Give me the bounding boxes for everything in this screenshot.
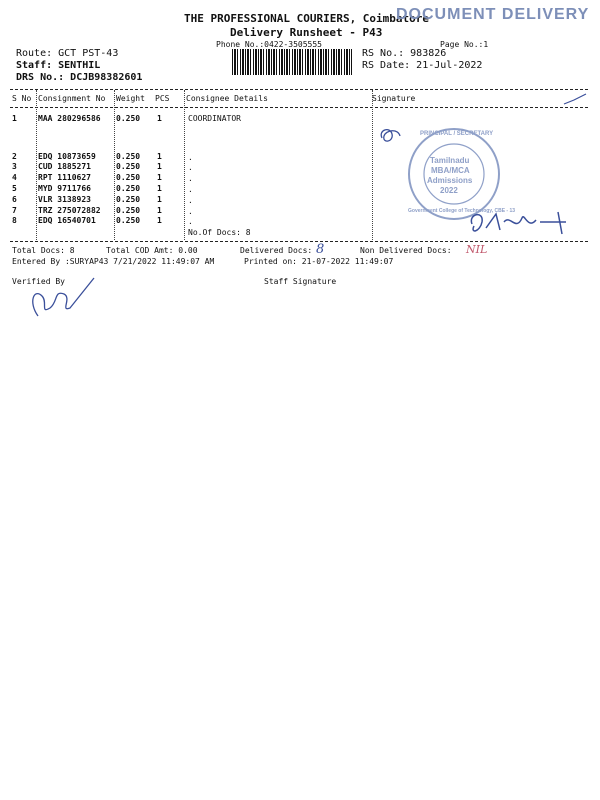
total-docs: Total Docs: 8 (12, 246, 75, 255)
table-row-1-sno: 1 (12, 114, 17, 123)
seal-line-2: MBA/MCA (431, 166, 470, 175)
table-row-2-pcs: 1 (157, 152, 162, 161)
signature-icon (466, 204, 586, 244)
signature-scribble-icon (376, 124, 406, 148)
table-row-4-sno: 4 (12, 173, 17, 182)
table-row-3-consignee: . (188, 163, 193, 172)
verified-by-label: Verified By (12, 277, 65, 286)
verified-signature-icon (24, 272, 114, 322)
col-header-consignee: Consignee Details (186, 94, 268, 103)
table-row-4-weight: 0.250 (116, 173, 141, 182)
table-row-3-pcs: 1 (157, 162, 162, 171)
table-row-6-consignment: VLR 3138923 (38, 195, 91, 204)
table-row-1-consignment: MAA 280296586 (38, 114, 101, 123)
table-row-3-weight: 0.250 (116, 162, 141, 171)
col-sep-4 (372, 90, 373, 240)
table-row-8-sno: 8 (12, 216, 17, 225)
entered-by: Entered By :SURYAP43 7/21/2022 11:49:07 AM (12, 257, 215, 266)
route: Route: GCT PST-43 (16, 48, 119, 59)
header-top-rule (10, 89, 588, 90)
table-row-2-weight: 0.250 (116, 152, 141, 161)
staff-signature-label: Staff Signature (264, 277, 337, 286)
document-delivery-stamp: DOCUMENT DELIVERY (396, 6, 590, 23)
table-row-3-sno: 3 (12, 162, 17, 171)
table-row-7-pcs: 1 (157, 206, 162, 215)
table-row-3-consignment: CUD 1885271 (38, 162, 91, 171)
col-header-consignment: Consignment No (38, 94, 106, 103)
drs-number: DRS No.: DCJB98382601 (16, 72, 143, 83)
no-of-docs: No.Of Docs: 8 (188, 228, 251, 237)
table-row-1-pcs: 1 (157, 114, 162, 123)
table-row-4-pcs: 1 (157, 173, 162, 182)
table-row-4-consignment: RPT 1110627 (38, 173, 91, 182)
non-delivered-docs-label: Non Delivered Docs: (360, 246, 452, 255)
phone-number: Phone No.:0422-3505555 (216, 40, 322, 49)
table-row-6-pcs: 1 (157, 195, 162, 204)
seal-line-4: 2022 (440, 186, 458, 195)
delivered-docs-label: Delivered Docs: (240, 246, 313, 255)
table-row-5-weight: 0.250 (116, 184, 141, 193)
table-row-4-consignee: . (188, 174, 193, 183)
page-title: Delivery Runsheet - P43 (230, 26, 383, 39)
table-row-6-sno: 6 (12, 195, 17, 204)
col-header-sno: S No (12, 94, 32, 103)
col-header-pcs: PCS (155, 94, 170, 103)
table-row-6-weight: 0.250 (116, 195, 141, 204)
col-header-signature: Signature (372, 94, 416, 103)
rs-number: RS No.: 983826 (362, 48, 447, 59)
page-number: Page No.:1 (440, 40, 489, 49)
non-delivered-handwritten: NIL (466, 243, 488, 256)
barcode (232, 49, 352, 75)
table-row-2-consignee: . (188, 153, 193, 162)
table-row-1-weight: 0.250 (116, 114, 141, 123)
col-sep-1 (36, 90, 37, 240)
table-row-5-sno: 5 (12, 184, 17, 193)
seal-bottom-arc: Government College of Technology, CBE - 13 (408, 208, 516, 214)
seal-line-1: Tamilnadu (430, 156, 470, 165)
table-row-5-consignee: . (188, 185, 193, 194)
footer-top-rule (10, 241, 588, 242)
company-name: THE PROFESSIONAL COURIERS, Coimbatore (184, 12, 430, 25)
table-row-7-sno: 7 (12, 206, 17, 215)
table-row-1-consignee: COORDINATOR (188, 114, 241, 123)
tick-mark-icon (560, 88, 590, 112)
table-row-8-weight: 0.250 (116, 216, 141, 225)
seal-line-3: Admissions (427, 176, 473, 185)
total-cod-amount: Total COD Amt: 0.00 (106, 246, 198, 255)
table-row-7-weight: 0.250 (116, 206, 141, 215)
table-row-5-consignment: MYD 9711766 (38, 184, 91, 193)
staff-name: Staff: SENTHIL (16, 60, 101, 71)
table-row-8-consignment: EDQ 16540701 (38, 216, 96, 225)
table-row-7-consignment: TRZ 275072882 (38, 206, 101, 215)
seal-top-arc: PRINCIPAL / SECRETARY (420, 131, 494, 137)
printed-on: Printed on: 21-07-2022 11:49:07 (244, 257, 394, 266)
table-row-2-sno: 2 (12, 152, 17, 161)
table-row-6-consignee: . (188, 196, 193, 205)
table-row-8-pcs: 1 (157, 216, 162, 225)
table-row-8-consignee: . (188, 217, 193, 226)
table-row-2-consignment: EDQ 10873659 (38, 152, 96, 161)
delivered-docs-handwritten: 8 (316, 242, 325, 257)
header-bottom-rule (10, 107, 588, 108)
rs-date: RS Date: 21-Jul-2022 (362, 60, 483, 71)
col-sep-3 (184, 90, 185, 240)
table-row-5-pcs: 1 (157, 184, 162, 193)
col-header-weight: Weight (116, 94, 145, 103)
col-sep-2 (114, 90, 115, 240)
table-row-7-consignee: . (188, 207, 193, 216)
